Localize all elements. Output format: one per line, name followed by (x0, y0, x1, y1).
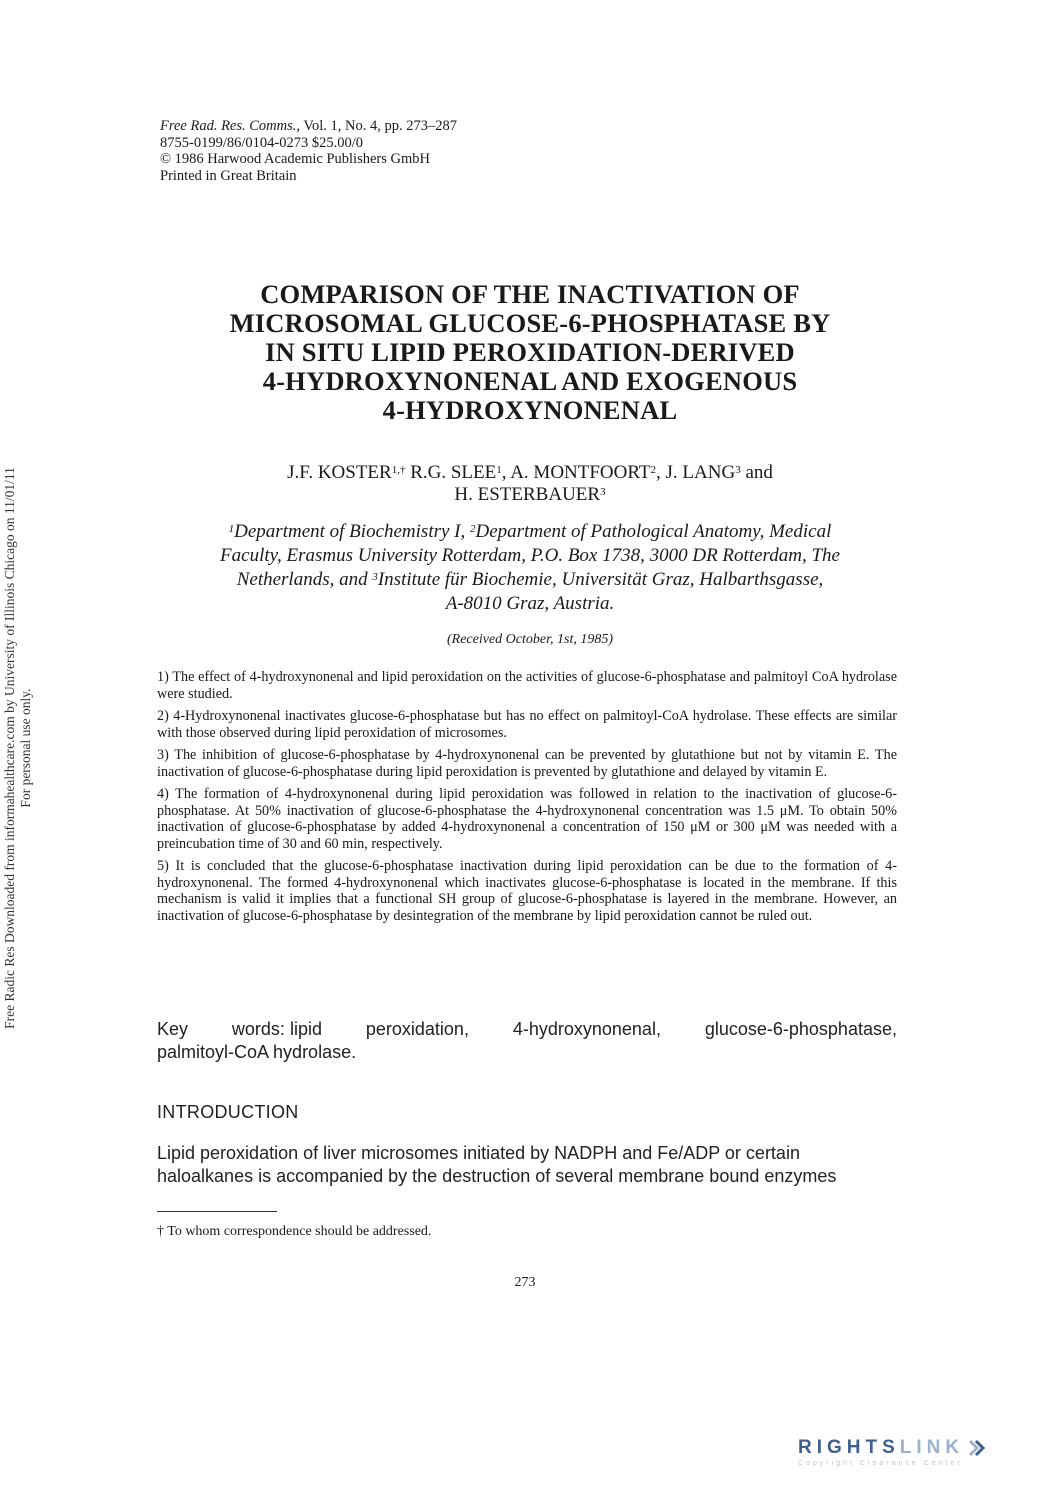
keywords-label-text: words: (231, 1019, 285, 1039)
intro-line: haloalkanes is accompanied by the destruction of several membrane bound enzymes (157, 1166, 837, 1186)
keyword: palmitoyl-CoA hydrolase. (157, 1042, 357, 1062)
author-name: , A. MONTFOORT (501, 462, 651, 483)
abstract-paragraph: 4) The formation of 4-hydroxynonenal during lipid peroxidation was followed in relation to the inactivation of glucose-6-phosphatase. At 50% inactivation of glucose-6-phosphatase the 4-hydroxynonenal concentration was 1.5 μM. To obtain 50% inactivation of glucose-6-phosphatase by added 4-hydroxynonenal a concentration of 150 μM or 300 μM was needed with a preincubation time of 30 and 60 min, respectively. (157, 786, 897, 852)
rightslink-mark-icon (966, 1438, 986, 1458)
affiliation-text: Department of Biochemistry I, (234, 521, 471, 542)
affiliation-text: Netherlands, and (236, 569, 373, 590)
article-title (140, 280, 920, 425)
watermark-line: For personal use only. (18, 688, 33, 808)
author-name: R.G. SLEE (405, 462, 497, 483)
keywords-label: Key (157, 1019, 189, 1039)
author-name: J.F. KOSTER (287, 462, 392, 483)
abstract-paragraph: 3) The inhibition of glucose-6-phosphatase by 4-hydroxynonenal can be prevented by glutathione but not by vitamin E. The inactivation of glucose-6-phosphatase during lipid peroxidation is prevented by glutathione and delayed by vitamin E. (157, 747, 897, 780)
affiliation-mark: 1 (228, 523, 235, 535)
section-heading: INTRODUCTION (157, 1102, 299, 1122)
author-affiliation-mark: 1 (496, 464, 502, 476)
title-line: 4-HYDROXYNONENAL (382, 395, 678, 425)
affiliations (140, 520, 920, 616)
keywords-line (157, 1018, 897, 1041)
author-name: H. ESTERBAUER (454, 484, 601, 505)
keywords-label (232, 1018, 322, 1041)
download-watermark (2, 398, 34, 1098)
rightslink-text-rights: RIGHTS (798, 1437, 900, 1458)
affiliation-mark: 3 (372, 571, 378, 583)
author-line (140, 484, 920, 506)
affiliation-line (140, 568, 920, 592)
keyword: glucose-6-phosphatase, (704, 1019, 897, 1039)
author-connector: and (740, 462, 773, 483)
rightslink-text-link: LINK (899, 1437, 965, 1458)
rightslink-wordmark (798, 1437, 1028, 1459)
intro-line: Lipid peroxidation of liver microsomes initiated by NADPH and Fe/ADP or certain (157, 1143, 800, 1163)
keyword: 4-hydroxynonenal, (512, 1019, 661, 1039)
footnote-divider (157, 1211, 277, 1212)
keyword: peroxidation, (365, 1019, 469, 1039)
publication-info (160, 118, 457, 184)
printed-line: Printed in Great Britain (160, 167, 297, 184)
author-affiliation-mark: 1,† (391, 464, 406, 476)
watermark-line: Free Radic Res Downloaded from informahealthcare.com by University of Illinois Chicago on 11/01/11 (2, 467, 17, 1029)
author-name: , J. LANG (656, 462, 736, 483)
rightslink-logo[interactable] (798, 1437, 1028, 1477)
volume-pages: , Vol. 1, No. 4, pp. 273–287 (296, 118, 457, 134)
footnote: † To whom correspondence should be addressed. (157, 1224, 432, 1239)
issn-code: 8755-0199/86/0104-0273 $25.00/0 (160, 134, 363, 151)
abstract-paragraph: 1) The effect of 4-hydroxynonenal and lipid peroxidation on the activities of glucose-6-phosphatase and palmitoyl CoA hydrolase were studied. (157, 669, 897, 702)
abstract (157, 669, 897, 930)
author-line (140, 462, 920, 484)
received-date: (Received October, 1st, 1985) (447, 632, 613, 647)
affiliation-text: Institute für Biochemie, Universität Graz, Halbarthsgasse, (377, 569, 824, 590)
rightslink-subtitle: Copyright Clearance Center (798, 1460, 963, 1467)
affiliation-line (140, 520, 920, 544)
keywords (157, 1018, 897, 1064)
keyword: lipid (289, 1019, 322, 1039)
affiliation-line: Faculty, Erasmus University Rotterdam, P.O. Box 1738, 3000 DR Rotterdam, The (220, 545, 840, 566)
author-affiliation-mark: 2 (650, 464, 657, 476)
copyright-line: © 1986 Harwood Academic Publishers GmbH (160, 151, 430, 167)
author-affiliation-mark: 3 (600, 486, 606, 498)
author-affiliation-mark: 3 (735, 464, 741, 476)
journal-name: Free Rad. Res. Comms. (160, 118, 297, 134)
abstract-paragraph: 2) 4-Hydroxynonenal inactivates glucose-6-phosphatase but has no effect on palmitoyl-CoA hydrolase. These effects are similar with those observed during lipid peroxidation of microsomes. (157, 708, 897, 741)
title-line: MICROSOMAL GLUCOSE-6-PHOSPHATASE BY (229, 308, 831, 338)
author-list (140, 462, 920, 506)
title-line: 4-HYDROXYNONENAL AND EXOGENOUS (262, 366, 798, 396)
affiliation-text: Department of Pathological Anatomy, Medical (475, 521, 832, 542)
affiliation-line: A-8010 Graz, Austria. (445, 593, 615, 614)
intro-paragraph (157, 1142, 897, 1188)
title-line: IN SITU LIPID PEROXIDATION-DERIVED (265, 337, 795, 367)
abstract-paragraph: 5) It is concluded that the glucose-6-phosphatase inactivation during lipid peroxidation can be due to the formation of 4-hydroxynonenal. The formed 4-hydroxynonenal which inactivates glucose-6-phosphatase is located in the membrane. If this mechanism is valid it implies that a functional SH group of glucose-6-phosphatase is layered in the membrane. However, an inactivation of glucose-6-phosphatase by desintegration of the membrane by lipid peroxidation cannot be ruled out. (157, 858, 897, 924)
affiliation-mark: 2 (470, 523, 476, 535)
journal-citation (160, 118, 457, 135)
page-number: 273 (514, 1275, 536, 1290)
title-line: COMPARISON OF THE INACTIVATION OF (260, 279, 800, 309)
